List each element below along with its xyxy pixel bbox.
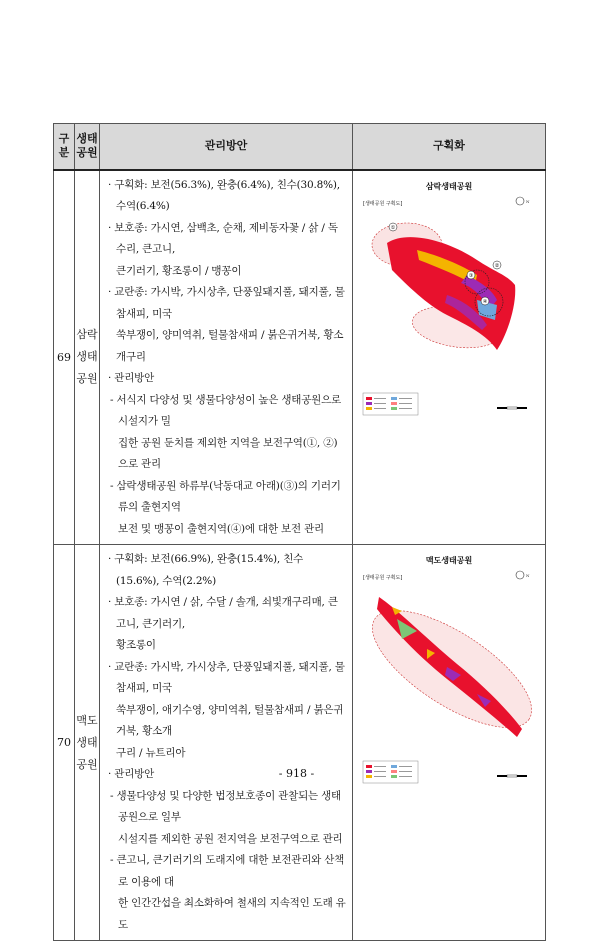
- plan-item: 시설지를 제외한 공원 전지역을 보전구역으로 관리: [118, 832, 343, 845]
- map-title: 맥도생태공원: [425, 556, 473, 565]
- plan-item: · 교란종: 가시박, 가시상추, 단풍잎돼지풀, 돼지풀, 물참새피, 미국: [108, 286, 345, 320]
- row-number: 69: [54, 170, 75, 545]
- park-name-part: 삼락: [76, 328, 98, 342]
- north-arrow-icon: [516, 571, 524, 579]
- park-name-part: 공원: [76, 757, 98, 771]
- plan-subitem: - 서식지 다양성 및 생물다양성이 높은 생태공원으로 시설지가 밀: [110, 393, 341, 427]
- zoning-map-cell: [353, 545, 546, 941]
- table-row: [54, 545, 546, 941]
- plan-item: 쑥부쟁이, 애기수영, 양미역취, 털물참새피 / 붉은귀거북, 황소개: [116, 703, 344, 737]
- table-row: [54, 170, 546, 545]
- plan-item: · 교란종: 가시박, 가시상추, 단풍잎돼지풀, 돼지풀, 물참새피, 미국: [108, 660, 345, 694]
- park-name-part: 생태: [76, 350, 98, 364]
- header-management-plan: 관리방안: [100, 124, 353, 170]
- zoning-map-samrak: [357, 175, 541, 541]
- header-park: [75, 124, 100, 170]
- plan-item: 큰기러기, 황조롱이 / 맹꽁이: [116, 264, 242, 277]
- plan-item: 황조롱이: [116, 639, 156, 651]
- plan-item: · 관리방안: [108, 372, 155, 384]
- plan-item: 집한 공원 둔치를 제외한 지역을 보전구역(①, ②)으로 관리: [118, 436, 338, 470]
- header-park-line2: 공원: [76, 146, 98, 160]
- zone-marker: ①: [390, 224, 396, 231]
- row-number: 70: [54, 545, 75, 941]
- map-title: 삼락생태공원: [425, 181, 473, 191]
- park-name: [75, 545, 100, 941]
- plan-item: · 구획화: 보전(66.9%), 완충(15.4%), 친수(15.6%), 수역(2.2%): [108, 553, 304, 587]
- plan-item: 한 인간간섭을 최소화하여 철새의 지속적인 도래 유도: [118, 897, 346, 931]
- header-category: 구분: [54, 124, 75, 170]
- header-zoning: 구획화: [353, 124, 546, 170]
- management-plan-cell: [100, 170, 353, 545]
- table-header-row: [54, 124, 546, 170]
- plan-item: 보전 및 맹꽁이 출현지역(④)에 대한 보전 관리: [118, 522, 324, 535]
- zone-marker: ④: [482, 298, 488, 305]
- scale-bar: [497, 407, 527, 409]
- zone-marker: ③: [468, 272, 474, 279]
- plan-item: · 구획화: 보전(56.3%), 완충(6.4%), 친수(30.8%), 수역(6.4%): [108, 178, 340, 212]
- park-name: [75, 170, 100, 545]
- north-arrow-icon: [516, 197, 524, 205]
- plan-item: · 관리방안: [108, 768, 155, 780]
- park-name-part: 맥도: [76, 713, 98, 727]
- plan-subitem: - 큰고니, 큰기러기의 도래지에 대한 보전관리와 산책로 이용에 대: [110, 854, 345, 888]
- zoning-map-maekdo: [357, 549, 541, 936]
- zone-marker: ②: [494, 262, 500, 269]
- map-legend: [363, 393, 418, 415]
- park-name-part: 공원: [76, 372, 98, 386]
- plan-item: 구리 / 뉴트리아: [116, 746, 186, 759]
- map-legend-label: [생태공원 구획도]: [363, 200, 403, 207]
- svg-text:N: N: [526, 198, 530, 204]
- plan-subitem: - 삼락생태공원 하류부(낙동대교 아래)(③)의 기러기류의 출현지역: [110, 479, 341, 513]
- plan-item: · 보호종: 가시연 / 삵, 수달 / 솔개, 쇠빛개구리매, 큰고니, 큰기러기,: [108, 596, 338, 630]
- map-legend-label: [생태공원 구획도]: [363, 575, 403, 581]
- plan-item: · 보호종: 가시연, 삼백초, 순채, 제비동자꽃 / 삵 / 독수리, 큰고니,: [108, 221, 338, 255]
- samrak-map-graphic: [357, 175, 542, 437]
- management-plan-cell: [100, 545, 353, 941]
- zoning-map-cell: [353, 170, 546, 545]
- plan-list: [108, 549, 346, 936]
- page-number: - 918 -: [278, 767, 315, 780]
- plan-item: 쑥부쟁이, 양미역취, 털물참새피 / 붉은귀거북, 황소개구리: [116, 329, 344, 363]
- park-name-part: 생태: [76, 735, 98, 749]
- plan-subitem: - 생물다양성 및 다양한 법정보호종이 관찰되는 생태공원으로 일부: [110, 789, 341, 823]
- header-park-line1: 생태: [76, 132, 98, 146]
- svg-text:N: N: [526, 573, 530, 578]
- management-table: [53, 123, 546, 941]
- plan-list: [108, 175, 346, 541]
